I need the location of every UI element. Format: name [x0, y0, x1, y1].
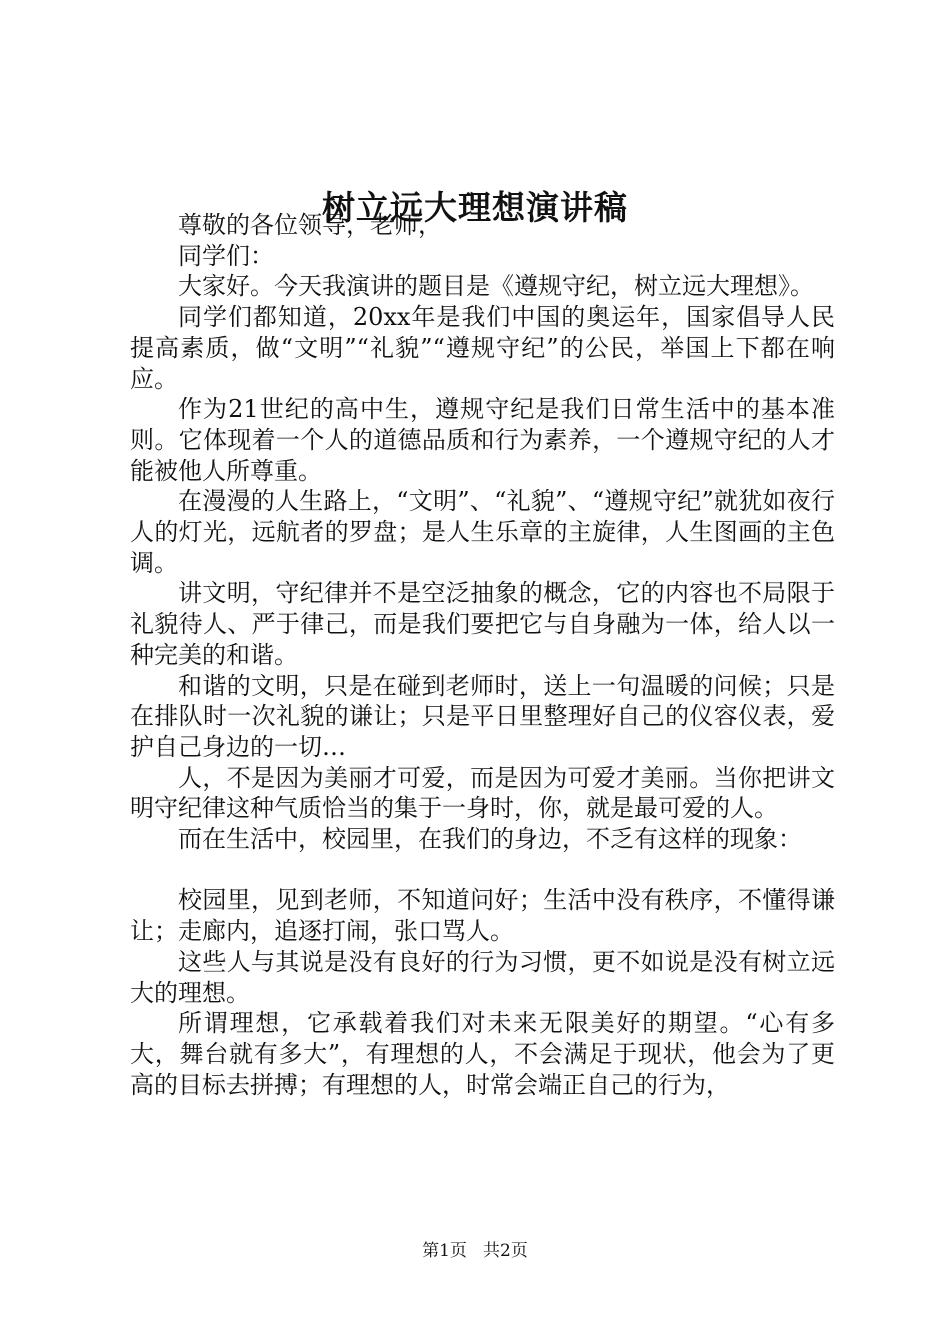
document-title: 树立远大理想演讲稿 [322, 188, 628, 227]
paragraph: 和谐的文明，只是在碰到老师时，送上一句温暖的问候；只是在排队时一次礼貌的谦让；只是平日里整理好自己的仪容仪表，爱护自己身边的一切… [130, 671, 835, 761]
page-footer [0, 1240, 950, 1262]
paragraph-salutation-2: 同学们： [178, 241, 274, 270]
paragraph: 校园里，见到老师，不知道问好；生活中没有秩序，不懂得谦让；走廊内，追逐打闹，张口骂人。 [130, 886, 835, 946]
paragraph: 而在生活中，校园里，在我们的身边，不乏有这样的现象： [178, 825, 802, 854]
paragraph-greeting: 大家好。今天我演讲的题目是《遵规守纪，树立远大理想》。 [178, 272, 814, 301]
paragraph: 讲文明，守纪律并不是空泛抽象的概念，它的内容也不局限于礼貌待人、严于律己，而是我们要把它与自身融为一体，给人以一种完美的和谐。 [130, 579, 835, 669]
paragraph: 在漫漫的人生路上，“文明”、“礼貌”、“遵规守纪”就犹如夜行人的灯光，远航者的罗盘；是人生乐章的主旋律，人生图画的主色调。 [130, 487, 835, 577]
paragraph: 作为21世纪的高中生，遵规守纪是我们日常生活中的基本准则。它体现着一个人的道德品质和行为素养，一个遵规守纪的人才能被他人所尊重。 [130, 395, 835, 485]
page-total: 共2页 [483, 1241, 528, 1261]
paragraph: 所谓理想，它承载着我们对未来无限美好的期望。“心有多大，舞台就有多大”，有理想的人，不会满足于现状，他会为了更高的目标去拼搏；有理想的人，时常会端正自己的行为， [130, 1009, 835, 1099]
document-body [130, 210, 835, 1100]
paragraph: 这些人与其说是没有良好的行为习惯，更不如说是没有树立远大的理想。 [130, 947, 835, 1007]
paragraph-salutation-1: 尊敬的各位领导，老师， [178, 211, 442, 239]
paragraph: 同学们都知道，20xx年是我们中国的奥运年，国家倡导人民提高素质，做“文明”“礼貌”“遵规守纪”的公民，举国上下都在响应。 [130, 303, 835, 393]
paragraph-spacer [130, 855, 835, 886]
paragraph: 人，不是因为美丽才可爱，而是因为可爱才美丽。当你把讲文明守纪律这种气质恰当的集于一身时，你，就是最可爱的人。 [130, 763, 835, 823]
page-number: 第1页 [422, 1241, 467, 1261]
